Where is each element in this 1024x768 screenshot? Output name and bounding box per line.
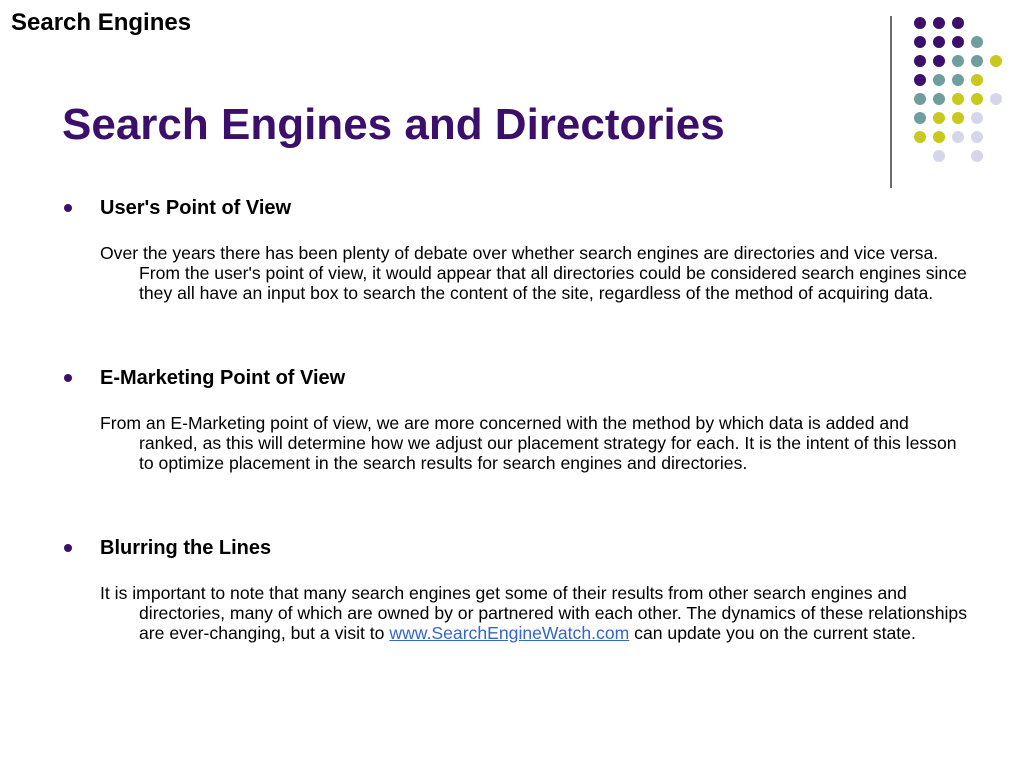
dot <box>952 17 964 29</box>
dot <box>914 112 926 124</box>
dot <box>933 93 945 105</box>
bullet-heading-text: Blurring the Lines <box>100 537 272 559</box>
section-paragraph <box>100 583 972 643</box>
dot <box>952 36 964 48</box>
dot <box>933 112 945 124</box>
dot <box>914 55 926 67</box>
dot <box>952 74 964 86</box>
dot <box>933 36 945 48</box>
dot <box>933 17 945 29</box>
bullet-heading <box>62 194 972 224</box>
dot <box>952 112 964 124</box>
bullet-heading-text: User's Point of View <box>100 197 292 219</box>
dot <box>971 150 983 162</box>
dot <box>971 36 983 48</box>
section-users-point-of-view <box>62 194 972 303</box>
dot <box>914 36 926 48</box>
search-engine-watch-link[interactable]: www.SearchEngineWatch.com <box>389 623 630 643</box>
dot <box>914 74 926 86</box>
bullet-dot-icon <box>64 374 72 382</box>
dot <box>952 131 964 143</box>
slide-title: Search Engines and Directories <box>62 100 725 149</box>
paragraph-text-before-link: It is important to note that many search engines get some of their results from other search engines and directories, many of which are owned by or partnered with each other. The dynamics of these relationships are ever-changing, but a visit to <box>100 583 967 643</box>
bullet-heading <box>62 534 972 564</box>
dot <box>971 131 983 143</box>
dot <box>971 74 983 86</box>
corner-label: Search Engines <box>11 9 192 36</box>
dot <box>914 17 926 29</box>
dot <box>933 74 945 86</box>
section-paragraph: From an E-Marketing point of view, we are more concerned with the method by which data is added and ranked, as this will determine how we adjust our placement strategy for each. It is the intent of this lesson to optimize placement in the search results for search engines and directories. <box>100 413 957 473</box>
section-emarketing-point-of-view <box>62 364 972 473</box>
bullet-dot-icon <box>64 544 72 552</box>
section-paragraph: Over the years there has been plenty of debate over whether search engines are directories and vice versa. From the user's point of view, it would appear that all directories could be considered search engines since they all have an input box to search the content of the site, regardless of the method of acquiring data. <box>100 243 967 303</box>
dot <box>971 93 983 105</box>
paragraph-text-after-link: can update you on the current state. <box>629 623 916 643</box>
dot <box>971 55 983 67</box>
section-blurring-the-lines <box>62 534 972 643</box>
dot <box>914 93 926 105</box>
bullet-heading <box>62 364 972 394</box>
dot <box>933 131 945 143</box>
bullet-dot-icon <box>64 204 72 212</box>
dot <box>933 55 945 67</box>
dot <box>971 112 983 124</box>
vertical-divider <box>890 16 892 188</box>
dot <box>990 93 1002 105</box>
bullet-heading-text: E-Marketing Point of View <box>100 367 346 389</box>
dot <box>990 55 1002 67</box>
dot <box>914 131 926 143</box>
dot <box>933 150 945 162</box>
dot <box>952 93 964 105</box>
dot <box>952 55 964 67</box>
